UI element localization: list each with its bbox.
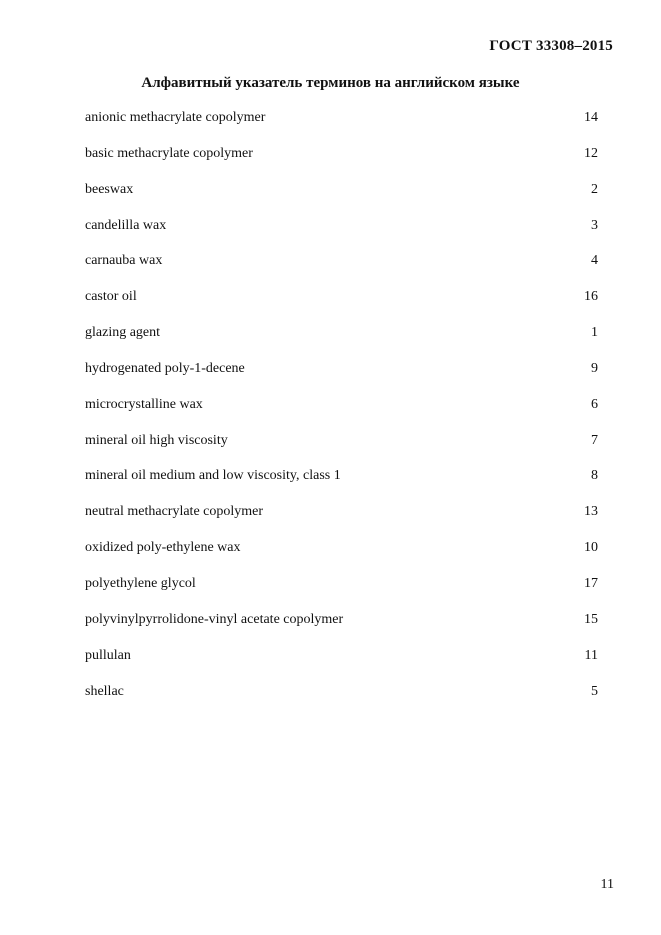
index-row [85,361,598,397]
index-ref: 8 [591,468,598,484]
index-ref: 10 [584,540,598,556]
index-ref: 14 [584,110,598,125]
index-row [85,397,598,433]
section-title: Алфавитный указатель терминов на английском языке [141,75,520,91]
index-row [85,433,598,469]
index-term: shellac [85,683,124,699]
index-term: basic methacrylate copolymer [85,145,253,161]
index-row [85,684,598,720]
index-row [85,289,598,325]
index-row [85,253,598,289]
index-term: mineral oil medium and low viscosity, class 1 [85,468,341,484]
index-ref: 15 [584,611,598,627]
index-term: castor oil [85,289,137,305]
index-ref: 13 [584,504,598,520]
index-ref: 3 [591,217,598,233]
index-ref: 6 [591,396,598,412]
index-ref: 17 [584,575,598,591]
index-ref: 12 [584,145,598,161]
index-row [85,325,598,361]
index-term: oxidized poly-ethylene wax [85,540,241,556]
document-code: ГОСТ 33308–2015 [489,38,613,54]
index-term: candelilla wax [85,217,167,233]
index-term: pullulan [85,647,131,663]
index-ref: 16 [584,289,598,305]
index-row [85,540,598,576]
index-row [85,576,598,612]
index-ref: 4 [591,253,598,269]
index-term: microcrystalline wax [85,396,203,412]
index-term: anionic methacrylate copolymer [85,110,266,125]
index-row [85,218,598,254]
index-term: mineral oil high viscosity [85,432,228,448]
index-ref: 9 [591,360,598,376]
index-ref: 1 [591,325,598,341]
index-term: hydrogenated poly-1-decene [85,360,245,376]
index-ref: 2 [591,181,598,197]
index-row [85,182,598,218]
index-ref: 7 [591,432,598,448]
index-term: beeswax [85,181,134,197]
index-row [85,648,598,684]
index-term: polyvinylpyrrolidone-vinyl acetate copolymer [85,611,344,627]
index-ref: 11 [584,647,598,663]
index-row [85,146,598,182]
index-row [85,504,598,540]
index-ref: 5 [591,683,598,699]
index-row [85,110,598,146]
index-term: glazing agent [85,325,161,341]
index-term: carnauba wax [85,253,163,269]
index-row [85,468,598,504]
index-term: neutral methacrylate copolymer [85,504,264,520]
index-row [85,612,598,648]
term-index-list [85,110,598,719]
index-term: polyethylene glycol [85,575,196,591]
page-number: 11 [600,877,614,892]
